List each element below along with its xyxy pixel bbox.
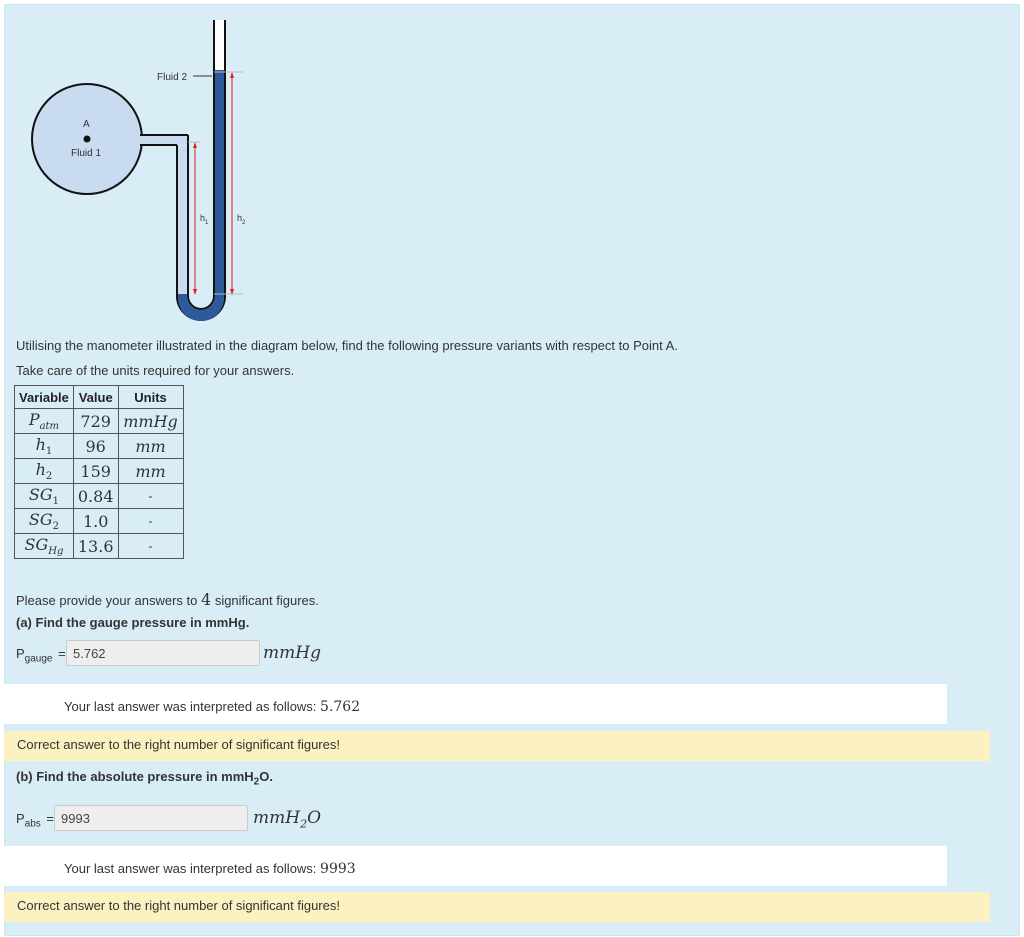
var-cell: $SG_{Hg}$ [15,534,74,559]
p-abs-unit: mmH$_2$O [253,808,322,831]
value-cell: 1.0 [73,509,118,534]
variables-table [14,385,184,559]
fluid2-label: Fluid 2 [157,72,188,83]
table-row [15,434,184,459]
table-row [15,509,184,534]
header-units: Units [118,386,183,409]
part-b-question: (b) Find the absolute pressure in mmH$_2$O. [16,769,273,788]
value-cell: 13.6 [73,534,118,559]
part-b-feedback: Correct answer to the right number of significant figures! [4,892,990,922]
value-cell: 159 [73,459,118,484]
value-cell: 0.84 [73,484,118,509]
point-a-label: A [83,119,90,130]
h1-dimension-arrow [193,142,197,295]
part-a-question: (a) Find the gauge pressure in mmHg. [16,615,250,630]
header-value: Value [73,386,118,409]
manometer-diagram [0,0,1024,340]
intro-line-2: Take care of the units required for your answers. [16,363,295,378]
part-a-interpretation: Your last answer was interpreted as follows: 5.762 [4,684,947,724]
fluid2-column [215,70,224,295]
h2-dimension-arrow [230,72,234,295]
fluid1-label: Fluid 1 [71,148,102,159]
table-row [15,534,184,559]
p-abs-label: $P_{abs}$ = [16,811,55,830]
table-header-row [15,386,184,409]
unit-cell: - [118,534,183,559]
value-cell: 729 [73,409,118,434]
part-a-feedback: Correct answer to the right number of significant figures! [4,731,990,761]
unit-cell: mm [118,459,183,484]
p-abs-input[interactable]: 9993 [54,805,248,831]
connecting-pipe [138,135,188,145]
unit-cell: - [118,509,183,534]
part-b-interpretation: Your last answer was interpreted as follows: 9993 [4,846,947,886]
point-a-marker [84,136,91,143]
h1-label: $h_1$ [200,213,209,226]
var-cell: $h_2$ [15,459,74,484]
unit-cell: mm [118,434,183,459]
var-cell: $h_1$ [15,434,74,459]
table-row [15,484,184,509]
table-row [15,459,184,484]
var-cell: $SG_2$ [15,509,74,534]
h2-label: $h_2$ [237,213,246,226]
table-row [15,409,184,434]
intro-line-1: Utilising the manometer illustrated in the diagram below, find the following pressure variants with respect to Point A. [16,338,678,353]
manometer-fluid [178,294,224,321]
p-gauge-unit: mmHg [263,643,321,663]
unit-cell: - [118,484,183,509]
header-variable: Variable [15,386,74,409]
sigfig-instruction: Please provide your answers to 4 significant figures. [16,590,319,609]
var-cell: $P_{atm}$ [15,409,74,434]
p-gauge-label: $P_{gauge}$ = [16,646,66,665]
var-cell: $SG_1$ [15,484,74,509]
unit-cell: mmHg [118,409,183,434]
p-gauge-input[interactable]: 5.762 [66,640,260,666]
value-cell: 96 [73,434,118,459]
